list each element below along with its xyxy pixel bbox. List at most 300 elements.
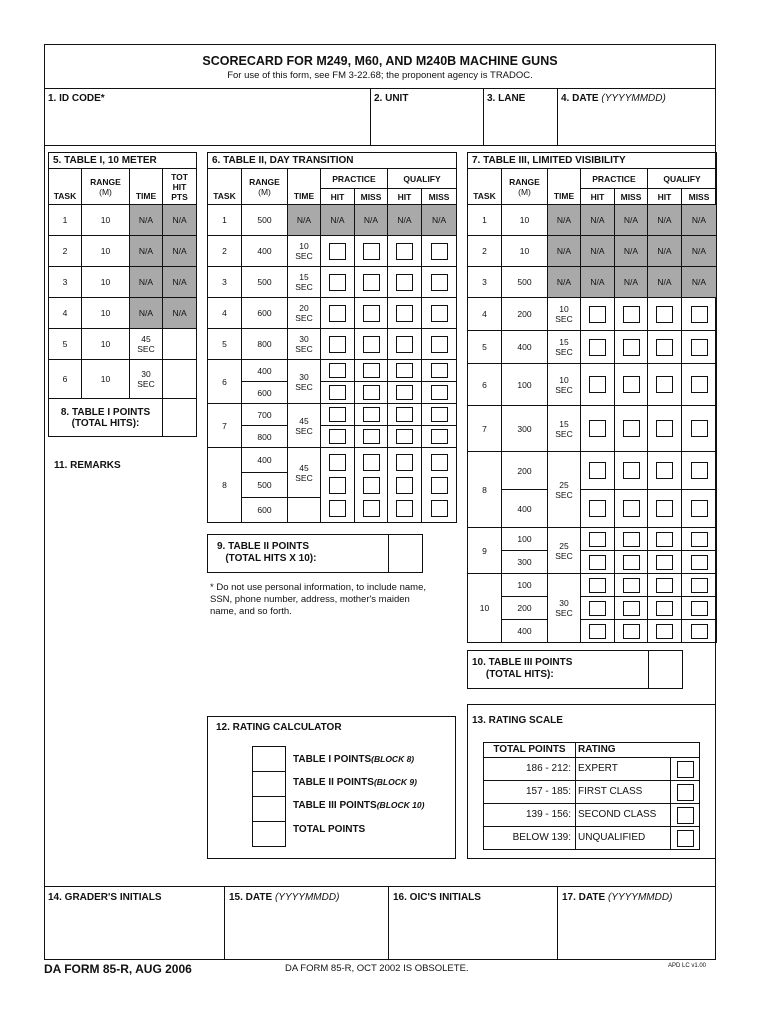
- time-value: 25 SEC: [548, 452, 581, 528]
- practice-miss-cell: [615, 490, 648, 528]
- checkbox[interactable]: [396, 477, 413, 494]
- range-value: 10: [82, 329, 130, 360]
- table-row: [468, 331, 717, 364]
- na-cell: N/A: [548, 205, 581, 236]
- checkbox[interactable]: [431, 336, 448, 353]
- checkbox[interactable]: [431, 274, 448, 291]
- table-row: [484, 804, 700, 827]
- na-cell: N/A: [163, 298, 197, 329]
- table-2-points-input[interactable]: [252, 771, 286, 797]
- qualify-hit-cell: [648, 331, 682, 364]
- checkbox[interactable]: [691, 339, 708, 356]
- task-number: 6: [208, 360, 242, 404]
- practice-hit-cell: [321, 448, 355, 523]
- qualify-hit-cell: [648, 364, 682, 406]
- practice-miss-cell: [355, 448, 388, 523]
- checkbox[interactable]: [329, 336, 346, 353]
- qualify-miss-cell: [422, 426, 457, 448]
- points-entry[interactable]: [163, 329, 197, 360]
- divider: [370, 88, 371, 145]
- checkbox[interactable]: [363, 454, 380, 471]
- checkbox[interactable]: [329, 363, 346, 378]
- time-value: 30 SEC: [288, 329, 321, 360]
- checkbox[interactable]: [691, 306, 708, 323]
- total-points-input[interactable]: [252, 821, 286, 847]
- na-cell: N/A: [288, 205, 321, 236]
- divider: [483, 88, 484, 145]
- qualify-miss-cell: [422, 448, 457, 523]
- checkbox[interactable]: [363, 363, 380, 378]
- task-number: 5: [208, 329, 242, 360]
- range-value: 100: [502, 574, 548, 597]
- points-range: BELOW 139:: [484, 827, 576, 850]
- task-number: 4: [468, 298, 502, 331]
- practice-miss-cell: [615, 452, 648, 490]
- oic-initials-label: 16. OIC'S INITIALS: [393, 892, 481, 903]
- checkbox[interactable]: [363, 407, 380, 422]
- task-number: 7: [208, 404, 242, 448]
- checkbox[interactable]: [431, 243, 448, 260]
- table-row: [484, 827, 700, 850]
- range-value: 100: [502, 364, 548, 406]
- checkbox[interactable]: [589, 500, 606, 517]
- miss-header: MISS: [682, 189, 717, 205]
- qualify-hit-cell: [648, 490, 682, 528]
- time-value: 15 SEC: [548, 331, 581, 364]
- hit-header: HIT: [388, 189, 422, 205]
- checkbox[interactable]: [363, 305, 380, 322]
- range-value: 700: [242, 404, 288, 426]
- task-number: 3: [208, 267, 242, 298]
- time-value: 30 SEC: [288, 360, 321, 404]
- time-value: 45 SEC: [288, 404, 321, 448]
- checkbox[interactable]: [396, 500, 413, 517]
- table-row: [49, 236, 197, 267]
- points-range: 157 - 185:: [484, 781, 576, 804]
- checkbox[interactable]: [396, 407, 413, 422]
- table-row: [208, 236, 457, 267]
- task-number: 7: [468, 406, 502, 452]
- divider: [44, 886, 716, 887]
- checkbox[interactable]: [431, 477, 448, 494]
- checkbox[interactable]: [691, 420, 708, 437]
- range-value: 10: [82, 267, 130, 298]
- table-row: [208, 329, 457, 360]
- table-1-points-field[interactable]: [163, 399, 197, 437]
- checkbox[interactable]: [431, 454, 448, 471]
- checkbox[interactable]: [363, 274, 380, 291]
- hit-header: HIT: [581, 189, 615, 205]
- na-cell: N/A: [682, 205, 717, 236]
- checkbox[interactable]: [589, 578, 606, 593]
- checkbox[interactable]: [396, 274, 413, 291]
- checkbox[interactable]: [396, 363, 413, 378]
- table-1: [48, 152, 197, 437]
- checkbox[interactable]: [691, 578, 708, 593]
- qualify-miss-cell: [422, 382, 457, 404]
- practice-miss-cell: [615, 298, 648, 331]
- practice-miss-cell: [355, 236, 388, 267]
- checkbox[interactable]: [656, 500, 673, 517]
- checkbox[interactable]: [589, 339, 606, 356]
- task-number: 4: [49, 298, 82, 329]
- id-code-field[interactable]: [46, 106, 368, 143]
- divider: [557, 88, 558, 145]
- table-row: [468, 551, 717, 574]
- qualify-hit-cell: [388, 236, 422, 267]
- id-code-label: 1. ID CODE*: [48, 93, 105, 104]
- checkbox[interactable]: [329, 243, 346, 260]
- calculator-item-label: TABLE I POINTS(BLOCK 8): [293, 754, 415, 765]
- calculator-item-label: TABLE III POINTS(BLOCK 10): [293, 800, 425, 811]
- qualify-hit-cell: [648, 574, 682, 597]
- task-number: 9: [468, 528, 502, 574]
- table-3-points-input[interactable]: [252, 796, 286, 822]
- practice-miss-cell: [615, 364, 648, 406]
- na-cell: N/A: [648, 236, 682, 267]
- checkbox[interactable]: [677, 784, 694, 801]
- checkbox[interactable]: [363, 243, 380, 260]
- table-3-points-field[interactable]: [649, 651, 682, 688]
- checkbox[interactable]: [589, 376, 606, 393]
- practice-miss-cell: [615, 597, 648, 620]
- practice-hit-cell: [321, 267, 355, 298]
- checkbox[interactable]: [656, 555, 673, 570]
- time-value: 45 SEC: [288, 448, 321, 498]
- rating-header: RATING: [576, 743, 671, 758]
- checkbox[interactable]: [363, 477, 380, 494]
- checkbox[interactable]: [589, 420, 606, 437]
- miss-header: MISS: [422, 189, 457, 205]
- lane-label: 3. LANE: [487, 93, 526, 104]
- checkbox[interactable]: [691, 601, 708, 616]
- checkbox[interactable]: [691, 462, 708, 479]
- checkbox[interactable]: [623, 462, 640, 479]
- table-row: [484, 758, 700, 781]
- checkbox[interactable]: [431, 385, 448, 400]
- table-2-title: 6. TABLE II, DAY TRANSITION: [208, 153, 457, 169]
- task-number: 1: [468, 205, 502, 236]
- checkbox[interactable]: [329, 274, 346, 291]
- range-value: 400: [502, 331, 548, 364]
- na-cell: N/A: [355, 205, 388, 236]
- date-17-label: 17. DATE (YYYYMMDD): [562, 892, 673, 903]
- checkbox[interactable]: [656, 624, 673, 639]
- qualify-miss-cell: [682, 620, 717, 643]
- range-value: 10: [82, 236, 130, 267]
- checkbox[interactable]: [677, 807, 694, 824]
- practice-miss-cell: [615, 406, 648, 452]
- checkbox[interactable]: [691, 532, 708, 547]
- na-cell: N/A: [163, 267, 197, 298]
- table-row: [49, 329, 197, 360]
- practice-hit-cell: [321, 236, 355, 267]
- table-3-title: 7. TABLE III, LIMITED VISIBILITY: [468, 153, 717, 169]
- practice-hit-cell: [321, 360, 355, 382]
- lane-field[interactable]: [485, 106, 555, 143]
- checkbox[interactable]: [677, 830, 694, 847]
- date-field[interactable]: [559, 106, 714, 143]
- checkbox[interactable]: [363, 336, 380, 353]
- checkbox[interactable]: [396, 429, 413, 444]
- rating-scale-title: 13. RATING SCALE: [472, 715, 563, 726]
- checkbox[interactable]: [363, 429, 380, 444]
- qualify-hit-cell: [388, 267, 422, 298]
- range-value: 800: [242, 329, 288, 360]
- rating-check-cell: [671, 827, 700, 850]
- time-value: 25 SEC: [548, 528, 581, 574]
- qualify-hit-cell: [388, 329, 422, 360]
- task-number: 1: [49, 205, 82, 236]
- checkbox[interactable]: [656, 578, 673, 593]
- na-cell: N/A: [548, 267, 581, 298]
- qualify-hit-cell: [648, 298, 682, 331]
- unit-field[interactable]: [372, 106, 481, 143]
- table-row: [468, 597, 717, 620]
- practice-header: PRACTICE: [321, 169, 388, 189]
- table-row: [468, 205, 717, 236]
- table-row: [208, 404, 457, 426]
- form-title: SCORECARD FOR M249, M60, AND M240B MACHINE GUNS: [202, 54, 558, 68]
- qualify-miss-cell: [682, 298, 717, 331]
- checkbox[interactable]: [623, 339, 640, 356]
- checkbox[interactable]: [656, 462, 673, 479]
- checkbox[interactable]: [623, 376, 640, 393]
- checkbox[interactable]: [623, 420, 640, 437]
- divider: [44, 88, 716, 89]
- range-value: 10: [502, 205, 548, 236]
- table-3-points-label: 10. TABLE III POINTS (TOTAL HITS):: [472, 657, 573, 680]
- range-header: RANGE (M): [82, 169, 130, 205]
- practice-hit-cell: [321, 404, 355, 426]
- table-row: [468, 236, 717, 267]
- table-row: [484, 781, 700, 804]
- checkbox[interactable]: [329, 305, 346, 322]
- range-value: 400: [502, 490, 548, 528]
- date-15-field[interactable]: [226, 905, 386, 958]
- task-number: 10: [468, 574, 502, 643]
- form-subtitle: For use of this form, see FM 3-22.68; the proponent agency is TRADOC.: [227, 70, 533, 81]
- practice-hit-cell: [321, 329, 355, 360]
- checkbox[interactable]: [656, 376, 673, 393]
- na-cell: N/A: [422, 205, 457, 236]
- task-number: 8: [208, 448, 242, 523]
- table-2-points-field[interactable]: [389, 535, 422, 572]
- table-row: [208, 360, 457, 382]
- qualify-hit-cell: [648, 452, 682, 490]
- checkbox[interactable]: [363, 385, 380, 400]
- table-row: [468, 574, 717, 597]
- qualify-hit-cell: [388, 382, 422, 404]
- checkbox[interactable]: [396, 385, 413, 400]
- task-number: 6: [49, 360, 82, 399]
- qualify-hit-cell: [648, 528, 682, 551]
- time-value: 10 SEC: [548, 298, 581, 331]
- na-cell: N/A: [321, 205, 355, 236]
- table-row: [49, 205, 197, 236]
- checkbox[interactable]: [396, 305, 413, 322]
- checkbox[interactable]: [691, 376, 708, 393]
- checkbox[interactable]: [431, 363, 448, 378]
- range-value: 400: [242, 360, 288, 382]
- practice-miss-cell: [615, 574, 648, 597]
- na-cell: N/A: [682, 267, 717, 298]
- qualify-hit-cell: [648, 597, 682, 620]
- date-17-field[interactable]: [559, 905, 714, 958]
- rating-check-cell: [671, 781, 700, 804]
- checkbox[interactable]: [329, 407, 346, 422]
- divider: [388, 886, 389, 960]
- checkbox[interactable]: [623, 578, 640, 593]
- qualify-hit-cell: [648, 406, 682, 452]
- na-cell: N/A: [682, 236, 717, 267]
- na-cell: N/A: [581, 205, 615, 236]
- task-number: 5: [468, 331, 502, 364]
- task-number: 4: [208, 298, 242, 329]
- range-value: 600: [242, 498, 288, 523]
- range-value: 300: [502, 551, 548, 574]
- practice-miss-cell: [355, 267, 388, 298]
- checkbox[interactable]: [691, 624, 708, 639]
- range-value: 500: [502, 267, 548, 298]
- checkbox[interactable]: [656, 532, 673, 547]
- checkbox[interactable]: [396, 454, 413, 471]
- qualify-hit-cell: [388, 448, 422, 523]
- practice-hit-cell: [581, 528, 615, 551]
- practice-hit-cell: [581, 406, 615, 452]
- checkbox[interactable]: [396, 336, 413, 353]
- table-row: [208, 267, 457, 298]
- checkbox[interactable]: [431, 500, 448, 517]
- table-1-points-input[interactable]: [252, 746, 286, 772]
- grader-initials-field[interactable]: [46, 905, 222, 958]
- checkbox[interactable]: [396, 243, 413, 260]
- checkbox[interactable]: [589, 624, 606, 639]
- rating-label: UNQUALIFIED: [576, 827, 671, 850]
- hit-header: HIT: [648, 189, 682, 205]
- qualify-hit-cell: [388, 426, 422, 448]
- checkbox[interactable]: [589, 555, 606, 570]
- time-value: 15 SEC: [288, 267, 321, 298]
- checkbox[interactable]: [589, 601, 606, 616]
- qualify-miss-cell: [422, 329, 457, 360]
- task-number: 3: [468, 267, 502, 298]
- range-value: 500: [242, 267, 288, 298]
- checkbox[interactable]: [623, 500, 640, 517]
- checkbox[interactable]: [656, 306, 673, 323]
- time-value: 15 SEC: [548, 406, 581, 452]
- rating-label: FIRST CLASS: [576, 781, 671, 804]
- na-cell: N/A: [615, 267, 648, 298]
- checkbox[interactable]: [431, 429, 448, 444]
- checkbox[interactable]: [329, 500, 346, 517]
- checkbox[interactable]: [623, 532, 640, 547]
- checkbox[interactable]: [656, 339, 673, 356]
- range-value: 200: [502, 298, 548, 331]
- qualify-miss-cell: [682, 574, 717, 597]
- points-entry[interactable]: [163, 360, 197, 399]
- checkbox[interactable]: [329, 429, 346, 444]
- range-value: 10: [82, 205, 130, 236]
- checkbox[interactable]: [623, 306, 640, 323]
- na-cell: N/A: [581, 236, 615, 267]
- range-value: 200: [502, 597, 548, 620]
- practice-miss-cell: [355, 360, 388, 382]
- qualify-miss-cell: [682, 406, 717, 452]
- checkbox[interactable]: [589, 462, 606, 479]
- checkbox[interactable]: [363, 500, 380, 517]
- checkbox[interactable]: [623, 601, 640, 616]
- time-header: TIME: [548, 169, 581, 205]
- points-range: 139 - 156:: [484, 804, 576, 827]
- qualify-miss-cell: [422, 298, 457, 329]
- hit-header: HIT: [321, 189, 355, 205]
- na-cell: N/A: [130, 267, 163, 298]
- table-row: [208, 298, 457, 329]
- table-row: [468, 490, 717, 528]
- task-number: 6: [468, 364, 502, 406]
- checkbox[interactable]: [329, 454, 346, 471]
- qualify-miss-cell: [422, 267, 457, 298]
- privacy-note: * Do not use personal information, to include name, SSN, phone number, address, mother's maiden name, and so forth.: [210, 582, 426, 617]
- form-number: DA FORM 85-R, AUG 2006: [44, 962, 192, 976]
- practice-miss-cell: [615, 331, 648, 364]
- practice-hit-cell: [321, 426, 355, 448]
- task-header: TASK: [208, 169, 242, 205]
- task-number: 8: [468, 452, 502, 528]
- practice-miss-cell: [355, 298, 388, 329]
- range-value: 400: [242, 448, 288, 473]
- practice-hit-cell: [581, 331, 615, 364]
- range-value: 100: [502, 528, 548, 551]
- checkbox[interactable]: [623, 624, 640, 639]
- remarks-label: 11. REMARKS: [54, 460, 121, 471]
- checkbox[interactable]: [329, 385, 346, 400]
- checkbox[interactable]: [677, 761, 694, 778]
- range-value: 300: [502, 406, 548, 452]
- time-value: 45 SEC: [130, 329, 163, 360]
- time-value: 10 SEC: [548, 364, 581, 406]
- na-cell: N/A: [548, 236, 581, 267]
- range-value: 600: [242, 298, 288, 329]
- practice-hit-cell: [581, 364, 615, 406]
- table-3: [467, 152, 717, 643]
- practice-header: PRACTICE: [581, 169, 648, 189]
- checkbox[interactable]: [589, 306, 606, 323]
- checkbox[interactable]: [691, 500, 708, 517]
- oic-initials-field[interactable]: [390, 905, 555, 958]
- checkbox[interactable]: [589, 532, 606, 547]
- checkbox[interactable]: [691, 555, 708, 570]
- task-number: 5: [49, 329, 82, 360]
- range-value: 10: [502, 236, 548, 267]
- checkbox[interactable]: [431, 305, 448, 322]
- miss-header: MISS: [615, 189, 648, 205]
- checkbox[interactable]: [656, 420, 673, 437]
- qualify-miss-cell: [682, 528, 717, 551]
- checkbox[interactable]: [623, 555, 640, 570]
- checkbox[interactable]: [431, 407, 448, 422]
- checkbox[interactable]: [656, 601, 673, 616]
- practice-miss-cell: [355, 382, 388, 404]
- checkbox[interactable]: [329, 477, 346, 494]
- date-15-label: 15. DATE (YYYYMMDD): [229, 892, 340, 903]
- time-value: 30 SEC: [130, 360, 163, 399]
- table-row: [468, 620, 717, 643]
- practice-hit-cell: [581, 597, 615, 620]
- table-row: [468, 364, 717, 406]
- practice-hit-cell: [581, 298, 615, 331]
